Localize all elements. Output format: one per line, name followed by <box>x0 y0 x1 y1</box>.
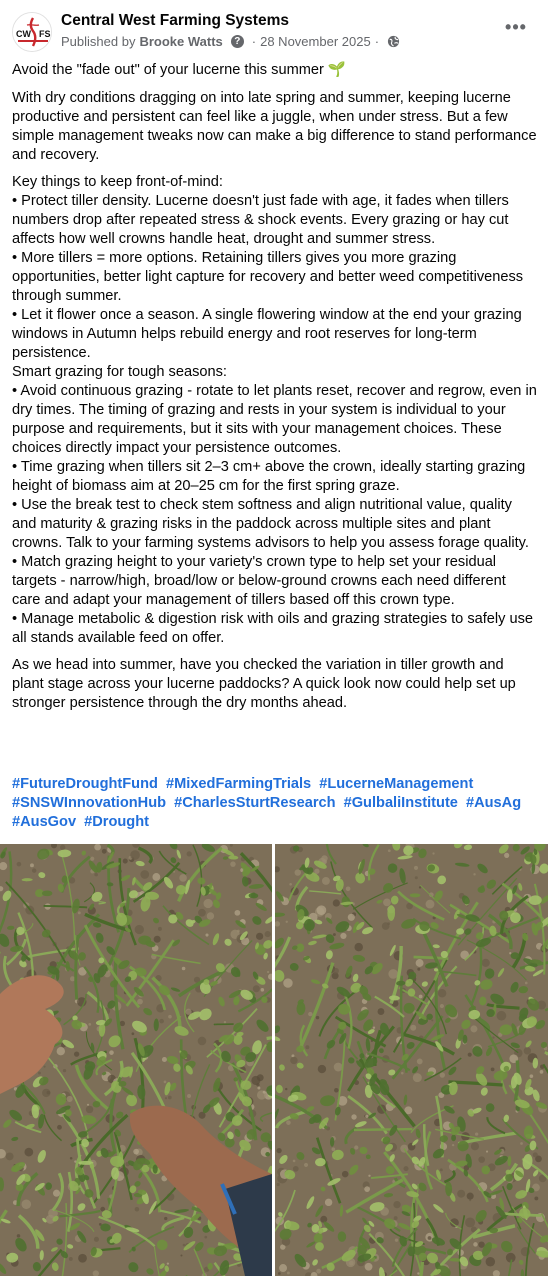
smart-point: • Manage metabolic & digestion risk with oils and grazing strategies to safely use all stands available feed on offer. <box>12 611 534 646</box>
post-header <box>0 0 548 58</box>
smart-point: • Use the break test to check stem softness and align nutritional value, quality and maturity & grazing risks in the paddock across multiple sites and plant crowns. Talk to your farming systems advisors to help you assess forage quality. <box>12 497 529 551</box>
smart-point: • Match grazing height to your variety's crown type to help set your residual targets - narrow/high, broad/low or below-ground crowns each need different care and adapt your management of tillers based off this crown type. <box>12 554 506 608</box>
post-title: Avoid the "fade out" of your lucerne this summer 🌱 <box>12 62 347 78</box>
closing-paragraph: As we head into summer, have you checked the variation in tiller growth and plant stage across your lucerne paddocks? A quick look now could help set up stronger persistence through the dry months ahead. <box>12 657 516 711</box>
photo-grid <box>0 844 548 1276</box>
hashtag-link[interactable]: #AusGov <box>12 814 77 830</box>
smart-point: • Avoid continuous grazing - rotate to let plants reset, recover and regrow, even in dry times. The timing of grazing and rests in your system is individual to your purpose and requirements, but it sits with your management choices. These choices directly impact your persistence outcomes. <box>12 383 537 456</box>
hashtag-link[interactable]: #LucerneManagement <box>319 776 474 792</box>
page-avatar[interactable] <box>12 12 52 52</box>
hashtag-link[interactable]: #AusAg <box>465 795 522 811</box>
post-meta <box>61 34 400 49</box>
hashtag-list <box>12 775 538 832</box>
key-point: • Let it flower once a season. A single flowering window at the end your grazing windows in Autumn helps rebuild energy and root reserves for long-term persistence. <box>12 307 522 361</box>
globe-icon[interactable] <box>387 35 400 48</box>
hashtag-link[interactable]: #Drought <box>84 814 149 830</box>
photo-lucerne-hands[interactable] <box>0 844 272 1276</box>
separator-dot: · <box>374 34 380 49</box>
photo-lucerne-crowns[interactable] <box>275 844 548 1276</box>
svg-text:CW: CW <box>16 29 31 39</box>
intro-paragraph: With dry conditions dragging on into late spring and summer, keeping lucerne productive and persistent can feel like a juggle, when under stress. But a few simple management tweaks now can make a big difference to stand performance and recovery. <box>12 90 537 163</box>
hashtag-link[interactable]: #FutureDroughtFund <box>12 776 158 792</box>
separator-dot: · <box>251 34 257 49</box>
post-date-link[interactable]: 28 November 2025 <box>260 34 371 49</box>
hashtag-link[interactable]: #SNSWInnovationHub <box>12 795 167 811</box>
author-link[interactable]: Brooke Watts <box>139 34 223 49</box>
published-by-label: Published by <box>61 34 136 49</box>
key-point: • More tillers = more options. Retaining tillers gives you more grazing opportunities, better light capture for recovery and better weed competitiveness through summer. <box>12 250 524 304</box>
hashtag-link[interactable]: #MixedFarmingTrials <box>165 776 312 792</box>
key-heading: Key things to keep front-of-mind: <box>12 174 223 190</box>
hashtag-link[interactable]: #CharlesSturtResearch <box>174 795 336 811</box>
smart-heading: Smart grazing for tough seasons: <box>12 364 227 380</box>
help-icon[interactable]: ? <box>231 35 244 48</box>
more-options-button[interactable]: ••• <box>505 17 527 37</box>
smart-point: • Time grazing when tillers sit 2–3 cm+ above the crown, ideally starting grazing height of biomass aim at 20–25 cm for the first spring graze. <box>12 459 526 494</box>
svg-text:FS: FS <box>39 29 51 39</box>
seedling-emoji: 🌱 <box>327 62 347 78</box>
key-point: • Protect tiller density. Lucerne doesn't just fade with age, it fades when tillers numbers drop after repeated stress & shock events. Every grazing or hay cut affects how well crowns handle heat, drought and summer stress. <box>12 193 509 247</box>
page-name-link[interactable]: Central West Farming Systems <box>61 12 289 29</box>
hashtag-link[interactable]: #GulbaliInstitute <box>343 795 458 811</box>
cwfs-logo-icon <box>13 13 52 52</box>
post-text <box>12 61 538 713</box>
